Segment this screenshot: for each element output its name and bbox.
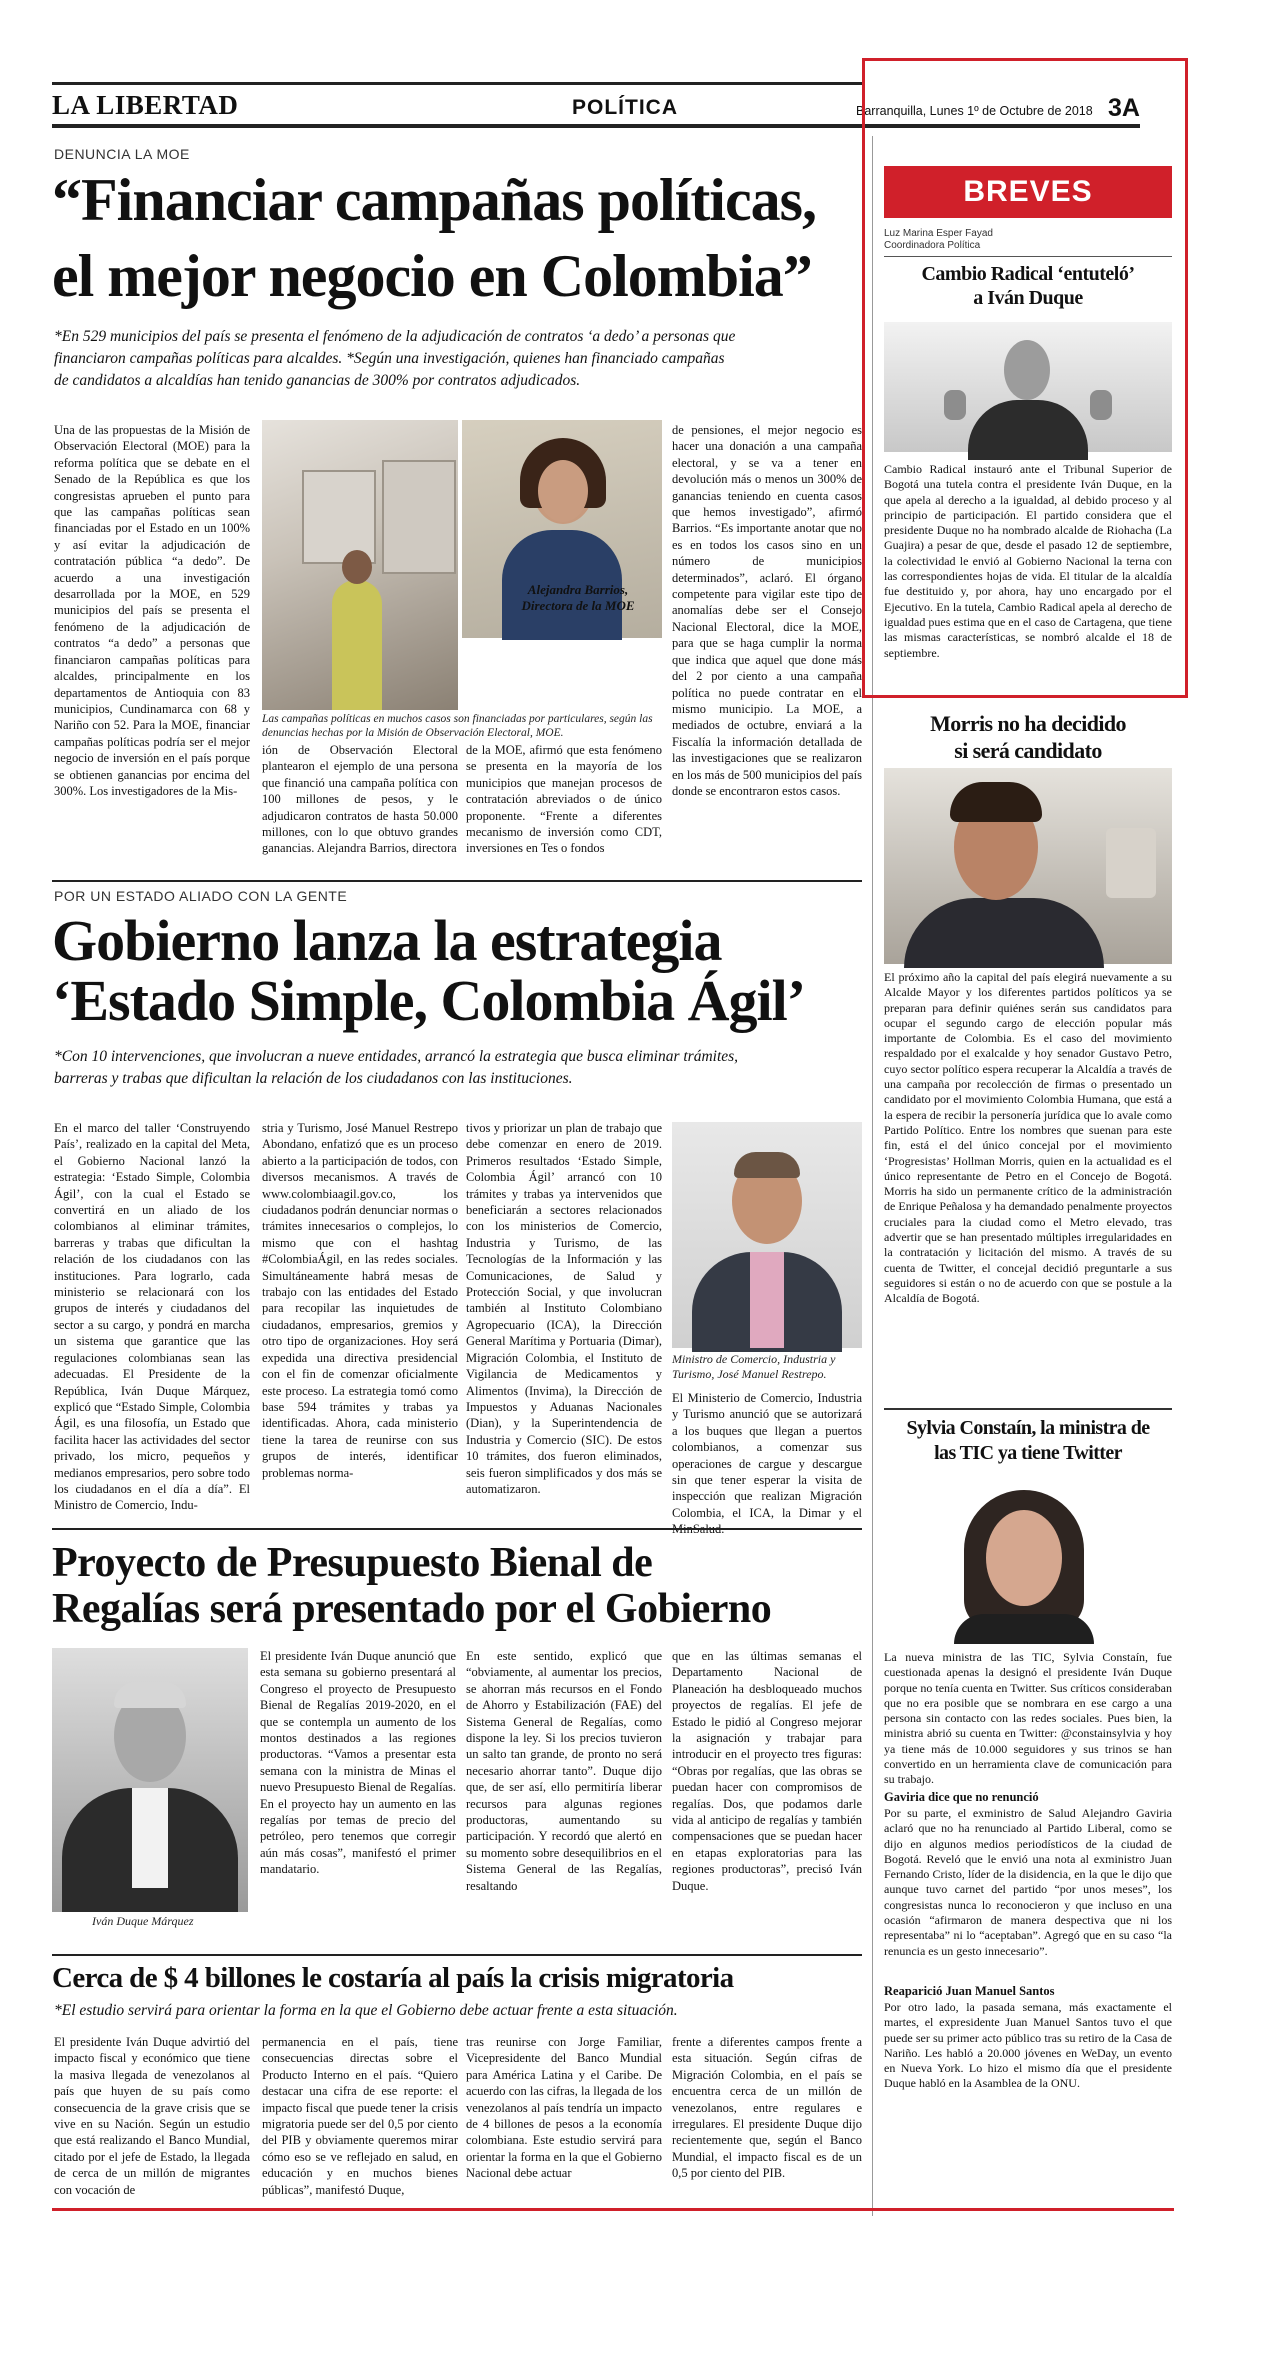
sidebar-divider — [884, 1408, 1172, 1410]
deck — [54, 326, 862, 392]
brief-body: Por otro lado, la pasada semana, más exactamente el martes, el expresidente Juan Manuel Santos tuvo el que puede ser su primer acto público tras su retiro de la Casa de Nariño. Les habló a 20.000 jóvenes en WeDay, un evento en Nueva York. Lo hizo el mismo día que el presidente Duque habló en la Asamblea de la ONU. — [884, 2000, 1172, 2091]
header-rule-thin — [52, 82, 862, 85]
person-head — [342, 550, 372, 584]
man-head — [1004, 340, 1050, 400]
kicker: DENUNCIA LA MOE — [54, 146, 190, 162]
person-figure — [332, 580, 382, 710]
inset-caption-line: Directora de la MOE — [521, 598, 635, 613]
section-divider — [52, 1528, 862, 1530]
article-column: El presidente Iván Duque anunció que esta semana su gobierno presentará al Congreso el proyecto de Presupuesto Bienal de Regalías 2019-2020, en el que se contempla un aumento de los montos destinados a las regiones productoras. “Vamos a presentar esta semana con la ministra de Minas el nuevo Presupuesto Bienal de Regalías. En el proyecto hay un aumento en las regalías por temas de precio del petróleo, pero tenemos que corregir aún más cosas”, manifestó el primer mandatario. — [260, 1649, 456, 1877]
duque-photo — [52, 1648, 248, 1912]
article-column: El presidente Iván Duque advirtió del impacto fiscal y económico que tiene la masiva llegada de venezolanos al país que huyen de su país como consecuencia de la grave crisis que se vive en su Nación. Según un estudio que está realizando el Banco Mundial, citado por el jefe de Estado, la llegada de cerca de un millón de migrantes con vocación de — [54, 2035, 250, 2197]
section-divider — [52, 880, 862, 882]
brief-title-line: Morris no ha decidido — [930, 711, 1126, 736]
brief-title-line: Sylvia Constaín, la ministra de — [906, 1417, 1150, 1439]
hollman-morris-photo — [884, 768, 1172, 964]
section-name: POLÍTICA — [572, 96, 678, 119]
byline — [884, 228, 993, 252]
microphone-icon — [1106, 828, 1156, 898]
section-divider — [52, 1954, 862, 1956]
subhead: Gaviria dice que no renunció — [884, 1790, 1039, 1804]
breves-banner — [884, 166, 1172, 218]
minister-photo — [672, 1122, 862, 1348]
deck: *El estudio servirá para orientar la forma en la que el Gobierno debe actuar frente a esta situación. — [54, 2002, 678, 2019]
footer-rule — [52, 2208, 1174, 2211]
ballot-box-icon — [302, 470, 376, 564]
brief-body: Por su parte, el exministro de Salud Alejandro Gaviria aclaró que no ha renunciado al Partido Liberal, como se dijo en algunos medios periodísticos de la ciudad de Bogotá. Reveló que le envió una nota al exministro Juan Fernando Cristo, líder de la disidencia, en la que le dijo que aunque tuvo carnet del partido “por unos meses”, los congresistas nunca lo reconocieron y que incluso en una ocasión “afirmaron de manera despectiva que ni los representaba” ni lo “aceptaban”. Agregó que en su caso “la renuncia es un gesto innecesario”. — [884, 1806, 1172, 1958]
headline-line-2: Regalías será presentado por el Gobierno — [52, 1586, 772, 1632]
brief-body: Cambio Radical instauró ante el Tribunal Superior de Bogotá una tutela contra el presidente Iván Duque, en la que apela al derecho a la igualdad, al debido proceso y al principio de participación. El partido considera que el presidente Duque no ha nombrado alcalde de Riohacha (La Guajira) a pesar de que, desde el pasado 12 de septiembre, la colectividad le envió al Gobierno Nacional la terna con las correspondientes hojas de vida. El titular de la alcaldía fue destituido y, por ahora, hay uno encargado por el Ejecutivo. En la tutela, Cambio Radical apela al derecho de igualdad pues estima que en el caso de Cartagena, que tiene las mismas características, se nombró alcalde el 18 de septiembre. — [884, 462, 1172, 660]
article-column: Una de las propuestas de la Misión de Observación Electoral (MOE) para la reforma política que se debate en el Senado de la República es que los congresistas aprueben el punto para que las campañas políticas sean financiadas por el Estado en un 100% y así evitar la adjudicación de contratación pública “a dedo”. De acuerdo a una investigación desarrollada por la MOE, en 529 municipios del país se presenta el fenómeno de la adjudicación de contratos “a dedo” a personas que financiaron campañas políticas para alcaldes, principalmente en los departamentos de Antioquia con 83 municipios, Cundinamarca con 68 y Nariño con 52. Para la MOE, financiar campañas políticas podría ser el mejor negocio de inversión en el país porque se obtienen ganancias por encima del 300%. Los investigadores de la Mis- — [54, 423, 250, 798]
ballot-box-icon — [382, 460, 456, 574]
brief-title-line: las TIC ya tiene Twitter — [934, 1442, 1122, 1464]
brief-body: El próximo año la capital del país elegirá nuevamente a su Alcalde Mayor y los diferentes partidos políticos ya se preparan para definir quiénes serán sus candidatos para ocupar el segundo cargo de elección popular más importante de Colombia. Es el caso del movimiento respaldado por el exalcalde y hoy senador Gustavo Petro, cuyo sector político espera recuperar la Alcaldía a través de una campaña por recolección de firmas o presentado un candidato por el movimiento Colombia Humana, que está a la espera de recibir la personería jurídica que lo avale como Partido Político. Entre los nombres que suenan para este fin, está el del único concejal por el movimiento ‘Progresistas’ Hollman Morris, quien en la actualidad es el único representante de Petro en el Concejo de Bogotá. Morris ha sido un permanente crítico de la administración de Enrique Peñalosa y ha demandado penalmente proyectos cruciales para la ciudad como el Metro elevado, tras advertir que se han presentado múltiples irregularidades en la contratación y licitación del mismo. A través de su cuenta de Twitter, el concejal decidió preguntarle a sus seguidores si están o no de acuerdo con que se postule a la Alcaldía de Bogotá. — [884, 970, 1172, 1306]
deck-line: financiaron campañas políticas para alcaldes. *Según una investigación, quienes han financiado campañas — [54, 350, 725, 367]
man-shirt — [132, 1788, 168, 1888]
woman-face — [986, 1510, 1062, 1606]
duque-thumbs-up-photo — [884, 322, 1172, 452]
article-column: En el marco del taller ‘Construyendo País’, realizado en la capital del Meta, el Gobierno Nacional lanzó la estrategia: ‘Estado Simple, Colombia Ágil’, con la cual el Estado se convertirá en un aliado de los colombianos al eliminar trámites, barreras y trabas que dificultan la relación de los ciudadanos con las instituciones. Para lograrlo, cada ministerio se relacionará con los grupos de interés y ciudadanos del sector a su cargo, y pondrá en marcha un sistema que garantice que las regulaciones colombianas sean las adecuadas. El Presidente de la República, Iván Duque Márquez, explicó que “Estado Simple, Colombia Ágil, es una filosofía, un Estado que facilita hacer las actividades del sector privado, los micro, pequeños y medianos empresarios, pero sobre todo los ciudadanos en el día a día”. El Ministro de Comercio, Indu- — [54, 1121, 250, 1513]
article-column: tras reunirse con Jorge Familiar, Vicepresidente del Banco Mundial para América Latina y el Caribe. De acuerdo con las cifras, la llegada de los venezolanos al país tendría un impacto de 4 billones de pesos a la economía colombiana. Este estudio servirá para orientar la forma en la que el Gobierno Nacional debe actuar — [466, 2035, 662, 2181]
voting-photo — [262, 420, 458, 710]
deck-line: barreras y trabas que dificultan la relación de los ciudadanos con las instituciones. — [54, 1070, 573, 1087]
man-hair — [734, 1152, 800, 1178]
photo-caption: Ministro de Comercio, Industria y Turismo, José Manuel Restrepo. — [672, 1352, 836, 1381]
thumbs-up-icon — [944, 390, 966, 420]
byline-name: Luz Marina Esper Fayad — [884, 228, 993, 239]
woman-body — [954, 1614, 1094, 1644]
kicker: POR UN ESTADO ALIADO CON LA GENTE — [54, 888, 348, 904]
headline-line-2: ‘Estado Simple, Colombia Ágil’ — [52, 968, 806, 1033]
brief-title-line: Cambio Radical ‘entuteló’ — [921, 263, 1135, 285]
brief-body: La nueva ministra de las TIC, Sylvia Constaín, fue cuestionada apenas la designó el presidente Iván Duque porque no tenía cuenta en Twitter. Sus críticos consideraban que no era posible que se nombrara en ese cargo a una persona sin contacto con las redes sociales. Pues bien, la ministra abrió su cuenta en Twitter: @constainsylvia y hoy ya tiene más de 10.000 seguidores y sus trinos se han convertido en un herramienta clave de comunicación para su trabajo. — [884, 1650, 1172, 1787]
man-shirt — [750, 1252, 784, 1348]
brief-title-line: a Iván Duque — [973, 287, 1083, 309]
article-column: de pensiones, el mejor negocio es hacer una donación a una campaña electoral, y se va a tener en devolución más o menos un 300% de ganancias teniendo en cuenta casos que hemos investigado”, afirmó Barrios. “Es importante anotar que no es en todos los casos sino en un número de municipios determinados”, aclaró. El órgano competente para vigilar este tipo de anomalías debe ser el Consejo Nacional Electoral, dice la MOE, para que se haga cumplir la norma que indica que aquel que done más del 2 por ciento a una campaña política no puede contratar en el mismo municipio. La MOE, a mediados de octubre, enviará a la Fiscalía la información detallada de las investigaciones que se realizaron en los más de 500 municipios del país donde se encontraron estos casos. — [672, 423, 862, 798]
article-column: de la MOE, afirmó que esta fenómeno se presenta en la mayoría de los municipios que manejan procesos de contratación abreviados o de único proponente. “Frente a diferentes mecanismo de inversión como CDT, inversiones en Tes o fondos — [466, 743, 662, 856]
headline-line-1: “Financiar campañas políticas, — [52, 167, 816, 233]
headline-line-1: Gobierno lanza la estrategia — [52, 908, 722, 973]
byline-role: Coordinadora Política — [884, 240, 981, 251]
headline-line-1: Proyecto de Presupuesto Bienal de — [52, 1540, 653, 1586]
photo-caption: Iván Duque Márquez — [92, 1914, 194, 1928]
article-column: El Ministerio de Comercio, Industria y Turismo anunció que se autorizará a los buques que llegan a puertos colombianos, a comenzar sus operaciones de cargue y descargue sin que tener esperar la visita de inspección que realizan Migración Colombia, el ICA, la Dimar y el — [672, 1391, 862, 1520]
brief-title — [884, 1416, 1172, 1466]
article-column: permanencia en el país, tiene consecuencias directas sobre el Producto Interno en el país. “Quiero destacar una cifra de ese reporte: el impacto fiscal que puede tener la crisis migratoria puede ser del 0,5 por ciento del PIB y obviamente queremos mirar cómo eso se ve reflejado en salud, en educación y en muchos bienes públicas”, manifestó Duque, — [262, 2035, 458, 2197]
inset-caption-line: Alejandra Barrios, — [527, 582, 629, 597]
photo-caption: Las campañas políticas en muchos casos son financiadas por particulares, según las denuncias hechas por la Misión de Observación Electoral, MOE. — [262, 713, 653, 739]
article-column: stria y Turismo, José Manuel Restrepo Abondano, enfatizó que es un proceso abierto a la participación de todos, con diversos mecanismos. A través de www.colombiaagil.gov.co, los ciudadanos podrán denunciar normas o trámites innecesarios o complejos, lo mismo que con el hashtag #ColombiaÁgil, en las redes sociales. Simultáneamente habrá mesas de trabajo con las entidades del Estado para recopilar las inquietudes de ciudadanos, empresarios, gremios y otro tipo de organizaciones. Hoy será expedida una directiva presidencial con el fin de comenzar oficialmente este proceso. La estrategia tomó como base 594 trámites y trabas ya identificadas. Ahora, cada ministerio tiene la tarea de reunirse con sus grupos de interés, identificar problemas norma- — [262, 1121, 458, 1480]
dateline: Barranquilla, Lunes 1º de Octubre de 2018 — [856, 104, 1093, 118]
man-body — [904, 898, 1104, 968]
thumbs-up-icon — [1090, 390, 1112, 420]
deck-line: *En 529 municipios del país se presenta el fenómeno de la adjudicación de contratos ‘a dedo’ a personas que — [54, 328, 736, 345]
man-body — [968, 400, 1088, 460]
article-column: ión de Observación Electoral plantearon el ejemplo de una persona que financió una campaña política con 100 millones de pesos, y le adjudicaron contratos de hasta 50.000 millones, con lo que obtuvo grandes ganancias. Alejandra Barrios, directora — [262, 743, 458, 856]
article-column: que en las últimas semanas el Departamento Nacional de Planeación ha desbloqueado muchos proyectos de regalías. El jefe de Estado le pidió al Congreso mejorar la asignación y trabajar para introducir en el proyecto tres figuras: “Obras por regalías, que las obras se puedan hacer con compromisos de regalías. Dos, que podamos darle vida al anticipo de regalías y también compensaciones que se puedan hacer en etapas exploratorias para las regiones productoras”, precisó Iván Duque. — [672, 1649, 862, 1893]
sidebar-divider — [884, 256, 1172, 257]
article-column: En este sentido, explicó que “obviamente, al aumentar los precios, se ahorran más recursos en el Fondo de Ahorro y Estabilización (FAE) del Sistema General de Regalías, como dispone la ley. Si los precios tuvieron un salto tan grande, de pronto no será necesario ahorrar tanto”. Duque dijo que, de ser así, ello permitiría liberar recursos para algunas regiones productoras, aumentando su participación. Y recordó que alertó en su momento sobre desequilibrios en el Sistema General de las Regalías, resaltando — [466, 1649, 662, 1893]
inset-caption — [508, 582, 648, 614]
sylvia-constain-photo — [884, 1474, 1172, 1644]
article-column: tivos y priorizar un plan de trabajo que debe comenzar en enero de 2019. Primeros resultados ‘Estado Simple, Colombia Ágil’ arrancó con 10 trámites y trabas ya intervenidos que beneficiarán a sectores relacionados con los ministerios de Comercio, Industria y Turismo, de las Tecnologías de la Información y las Comunicaciones, de Salud y Protección Social, y que involucran también al Instituto Colombiano Agropecuario (ICA), la Dirección General Marítima y Portuaria (Dimar), Migración Colombia, el Instituto de Vigilancia de Medicamentos y Alimentos (Invima), la Dirección de Impuestos y Aduanas Nacionales (Dian), y la Superintendencia de Industria y Comercio (SIC). De estos 10 trámites, dos fueron eliminados, seis fueron simplificados y dos más se automatizaron. — [466, 1121, 662, 1496]
brief-title — [884, 710, 1172, 764]
deck-line: *Con 10 intervenciones, que involucran a nueve entidades, arrancó la estrategia que busca eliminar trámites, — [54, 1048, 739, 1065]
deck — [54, 1046, 862, 1090]
subhead: Reaparició Juan Manuel Santos — [884, 1984, 1055, 1998]
page-number: 3A — [1108, 94, 1140, 122]
deck-line: de candidatos a alcaldías han tenido ganancias de 300% por contratos adjudicados. — [54, 372, 581, 389]
breves-title: BREVES — [963, 175, 1093, 208]
brief-title-line: si será candidato — [954, 738, 1102, 763]
woman-face — [538, 460, 588, 522]
headline: Cerca de $ 4 billones le costaría al país la crisis migratoria — [52, 1962, 734, 1994]
article-column: frente a diferentes campos frente a esta situación. Según cifras de Migración Colombia, en el país se encuentra cerca de un millón de venezolanos, entre regulares e irregulares. El presidente Duque dijo recientemente que, según el Banco Mundial, el impacto fiscal es de un 0,5 por ciento del PIB. — [672, 2035, 862, 2181]
brief-title — [884, 262, 1172, 310]
man-hair — [114, 1682, 186, 1708]
newspaper-name: LA LIBERTAD — [52, 90, 239, 120]
man-hair — [950, 782, 1042, 822]
headline-line-2: el mejor negocio en Colombia” — [52, 243, 812, 309]
